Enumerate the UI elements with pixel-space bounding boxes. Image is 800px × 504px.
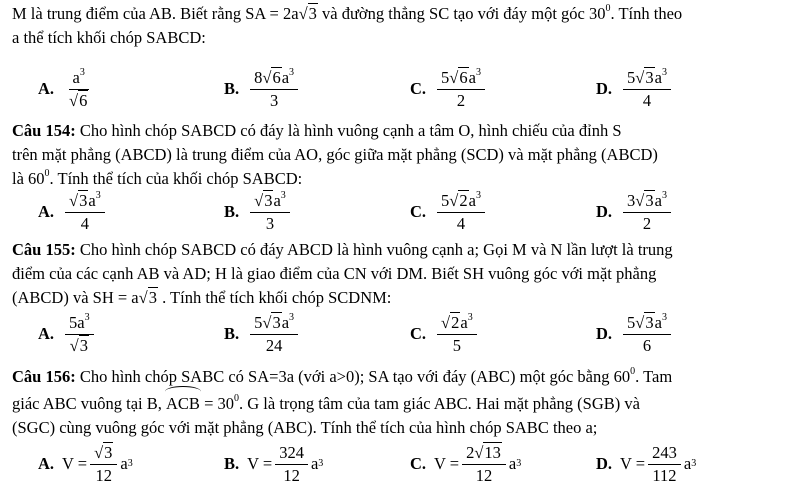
q155-option-d: D. $\frac{5√3a^3}{6}$ [596,309,674,359]
q154-title: Câu 154: [12,121,76,140]
q154-option-d: D. $\frac{3√3a^3}{2}$ [596,187,674,237]
intro-option-b: B. $\frac{8√6a^3}{3}$ [224,64,301,114]
q154-option-c: C. $\frac{5√2a^3}{4}$ [410,187,488,237]
q154-option-a: A. $\frac{√3a^3}{4}$ [38,187,108,237]
q156-option-c: C. V = $\frac{2√13}{12}$ a 3 [410,442,522,485]
question-154 [12,119,788,191]
q156-title: Câu 156: [12,367,76,386]
question-156 [12,365,788,440]
q155-option-c: C. $\frac{√2a^3}{5}$ [410,309,480,359]
intro-line-1: M là trung điểm của AB. Biết rằng SA = 2a√3 và đường thẳng SC tạo với đáy một góc $30^0$. Tính theo [12,3,683,23]
q154-line-1: Câu 154: Cho hình chóp SABCD có đáy là hình vuông cạnh a tâm O, hình chiếu của đỉnh S [12,121,622,140]
q155-line-2: điểm của các cạnh AB và AD; H là giao điểm của CN với DM. Biết SH vuông góc với mặt phẳng [12,264,657,283]
q155-options [0,309,800,359]
intro-line-2: a thể tích khối chóp SABCD: [12,28,206,47]
q156-option-a: A. V = $\frac{√3}{12}$ a 3 [38,442,133,485]
intro-option-d: D. $\frac{5√3a^3}{4}$ [596,64,674,114]
q155-line-1: Câu 155: Cho hình chóp SABCD có đáy ABCD là hình vuông cạnh a; Gọi M và N lần lượt là trung [12,240,673,259]
question-155 [12,238,788,310]
q154-option-b: B. $\frac{√3a^3}{3}$ [224,187,293,237]
q156-option-d: D. V = $\frac{243}{112}$ a 3 [596,442,697,485]
q155-title: Câu 155: [12,240,76,259]
intro-option-a: A. $\frac{a^3}{√6}$ [38,66,88,110]
q156-line-1: Câu 156: Cho hình chóp SABC có SA=3a (với a>0); SA tạo với đáy (ABC) một góc bằng $60^0$. Tam [12,366,673,386]
intro-paragraph [12,2,788,50]
q156-options [0,439,800,489]
q155-line-3: (ABCD) và SH = a√3 . Tính thể tích khối chóp SCDNM: [12,288,392,307]
intro-options [0,64,800,114]
q154-line-3: là $60^0$. Tính thể tích của khối chóp SABCD: [12,168,303,188]
intro-option-c: C. $\frac{5√6a^3}{2}$ [410,64,488,114]
q156-option-b: B. V = $\frac{324}{12}$ a 3 [224,442,324,485]
q156-line-2: giác ABC vuông tại B, ACB = $30^0$. G là trọng tâm của tam giác ABC. Hai mặt phẳng (SGB) và [12,392,788,416]
q155-option-b: B. $\frac{5√3a^3}{24}$ [224,309,301,359]
q154-line-2: trên mặt phẳng (ABCD) là trung điểm của AO, góc giữa mặt phẳng (SCD) và mặt phẳng (ABCD) [12,145,658,164]
q156-line-3: (SGC) cùng vuông góc với mặt phẳng (ABC). Tính thể tích của hình chóp SABC theo a; [12,418,598,437]
q154-options [0,187,800,237]
q155-option-a: A. $\frac{5a^3}{√3}$ [38,309,97,359]
